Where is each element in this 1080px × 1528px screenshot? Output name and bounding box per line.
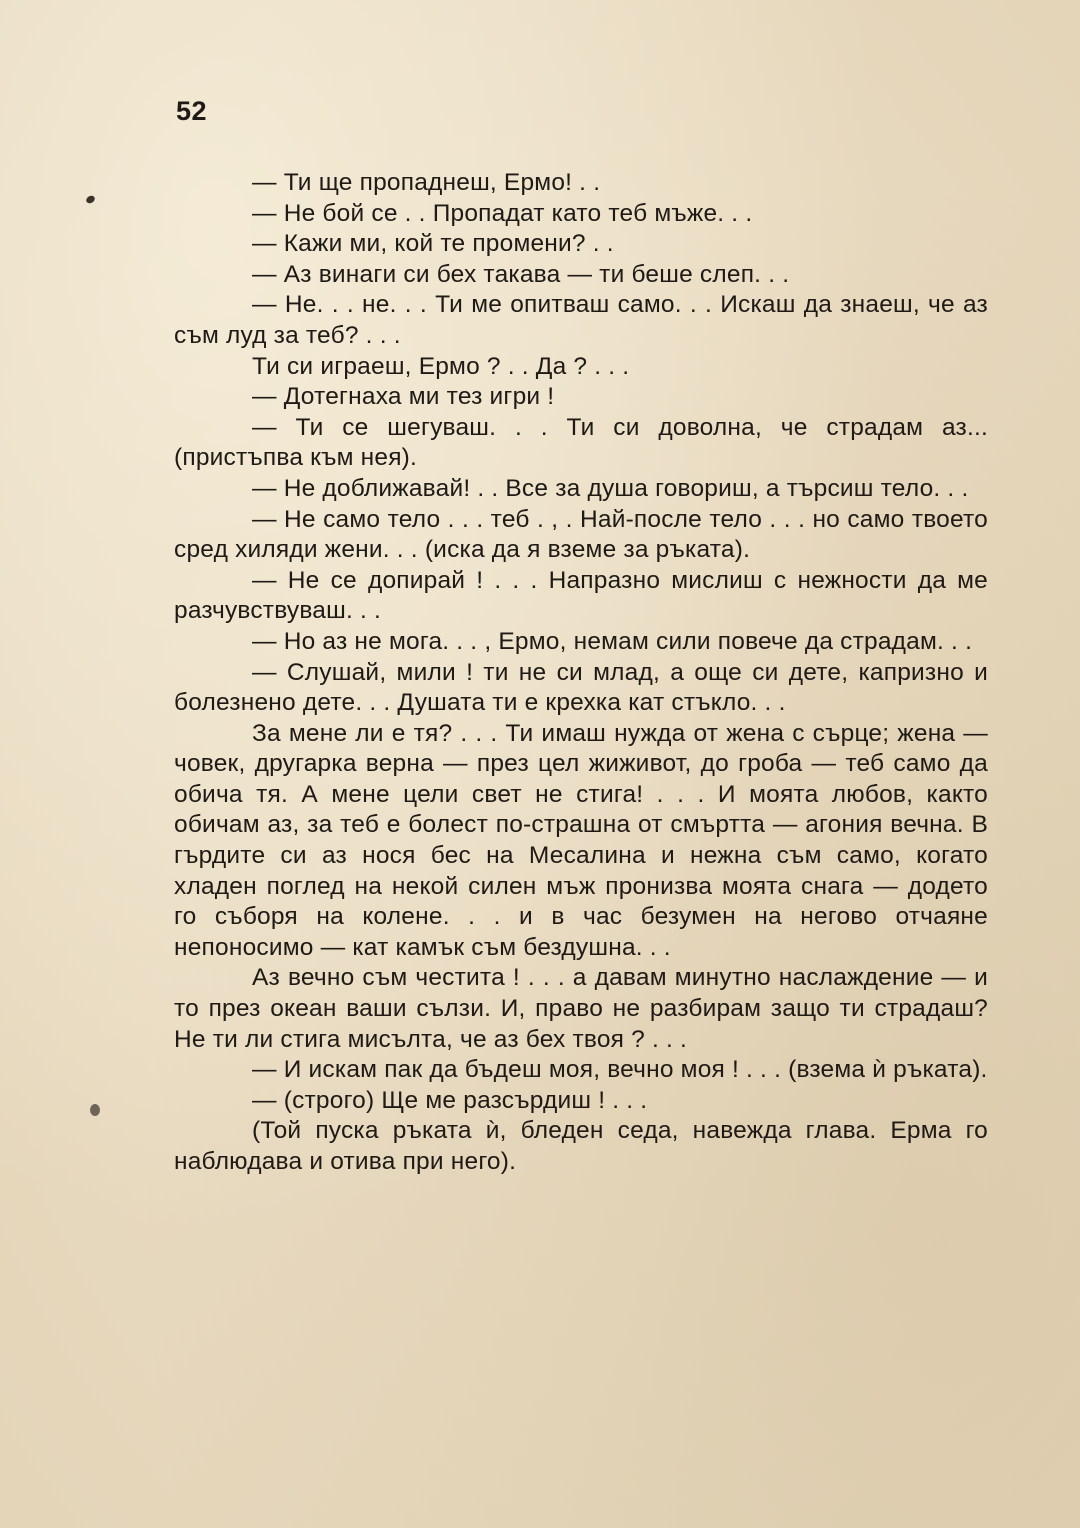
paragraph: — Не се допирай ! . . . Напразно мислиш с нежности да ме разчувствуваш. . . xyxy=(174,566,988,625)
paragraph: — Не само тело . . . теб . , . Най-после тело . . . но само твоето сред хиляди жени. . . (иска да я вземе за ръката). xyxy=(174,505,988,564)
paragraph: — Ти ще пропаднеш, Ермо! . . xyxy=(252,169,601,196)
paragraph: — Не. . . не. . . Ти ме опитваш само. . . Искаш да знаеш, че аз съм луд за теб? . . . xyxy=(174,291,988,349)
ink-speck xyxy=(90,1104,100,1116)
paragraph: — Кажи ми, кой те промени? . . xyxy=(252,230,614,258)
paragraph: — Но аз не мога. . . , Ермо, немам сили повече да страдам. . . xyxy=(252,627,973,655)
page-number: 52 xyxy=(176,96,208,126)
paragraph: — Ти се шегуваш. . . Ти си доволна, че страдам аз... (пристъпва към нея). xyxy=(174,413,988,472)
paragraph: Аз вечно съм честита ! . . . а давам минутно наслаждение — и то през океан ваши сълзи. И, право не разбирам защо ти страдаш? Не ти ли стига мисълта, че аз бех твоя ? . . . xyxy=(174,964,988,1053)
paragraph: — Не доближавай! . . Все за душа говориш, а търсиш тело. . . xyxy=(252,474,969,502)
paragraph: — Слушай, мили ! ти не си млад, а още си дете, капризно и болезнено дете. . . Душата ти е крехка кат стъкло. . . xyxy=(174,658,988,717)
paragraph: За мене ли е тя? . . . Ти имаш нужда от жена с сърце; жена — човек, другарка верна — през цел жиживот, до гроба — теб само да обича тя. А мене цели свет не стига! . . . И моята любов, както обичам аз, за теб е болест по-страшна от смъртта — агония вечна. В гърдите си аз нося бес на Месалина и нежна съм само, когато хладен поглед на некой силен мъж пронизва моята снага — додето го съборя на колене. . . и в час безумен на негово отчаяне непоносимо — кат камък съм бездушна. . . xyxy=(174,719,988,961)
paragraph: — Не бой се . . Пропадат като теб мъже. . . xyxy=(252,199,753,227)
paragraph: (Той пуска ръката ѝ, бледен седа, навежда глава. Ерма го наблюдава и отива при него). xyxy=(174,1117,988,1175)
paragraph: — И искам пак да бъдеш моя, вечно моя ! . . . (взема ѝ ръката). xyxy=(252,1056,988,1084)
paragraph: — Аз винаги си бех такава — ти беше слеп. . . xyxy=(252,260,790,288)
paragraph: — (строго) Ще ме разсърдиш ! . . . xyxy=(252,1086,648,1114)
paragraph: Ти си играеш, Ермо ? . . Да ? . . . xyxy=(252,352,630,380)
dialogue-text xyxy=(174,168,988,1178)
ink-speck xyxy=(85,194,96,205)
paragraph: — Дотегнаха ми тез игри ! xyxy=(252,383,555,411)
